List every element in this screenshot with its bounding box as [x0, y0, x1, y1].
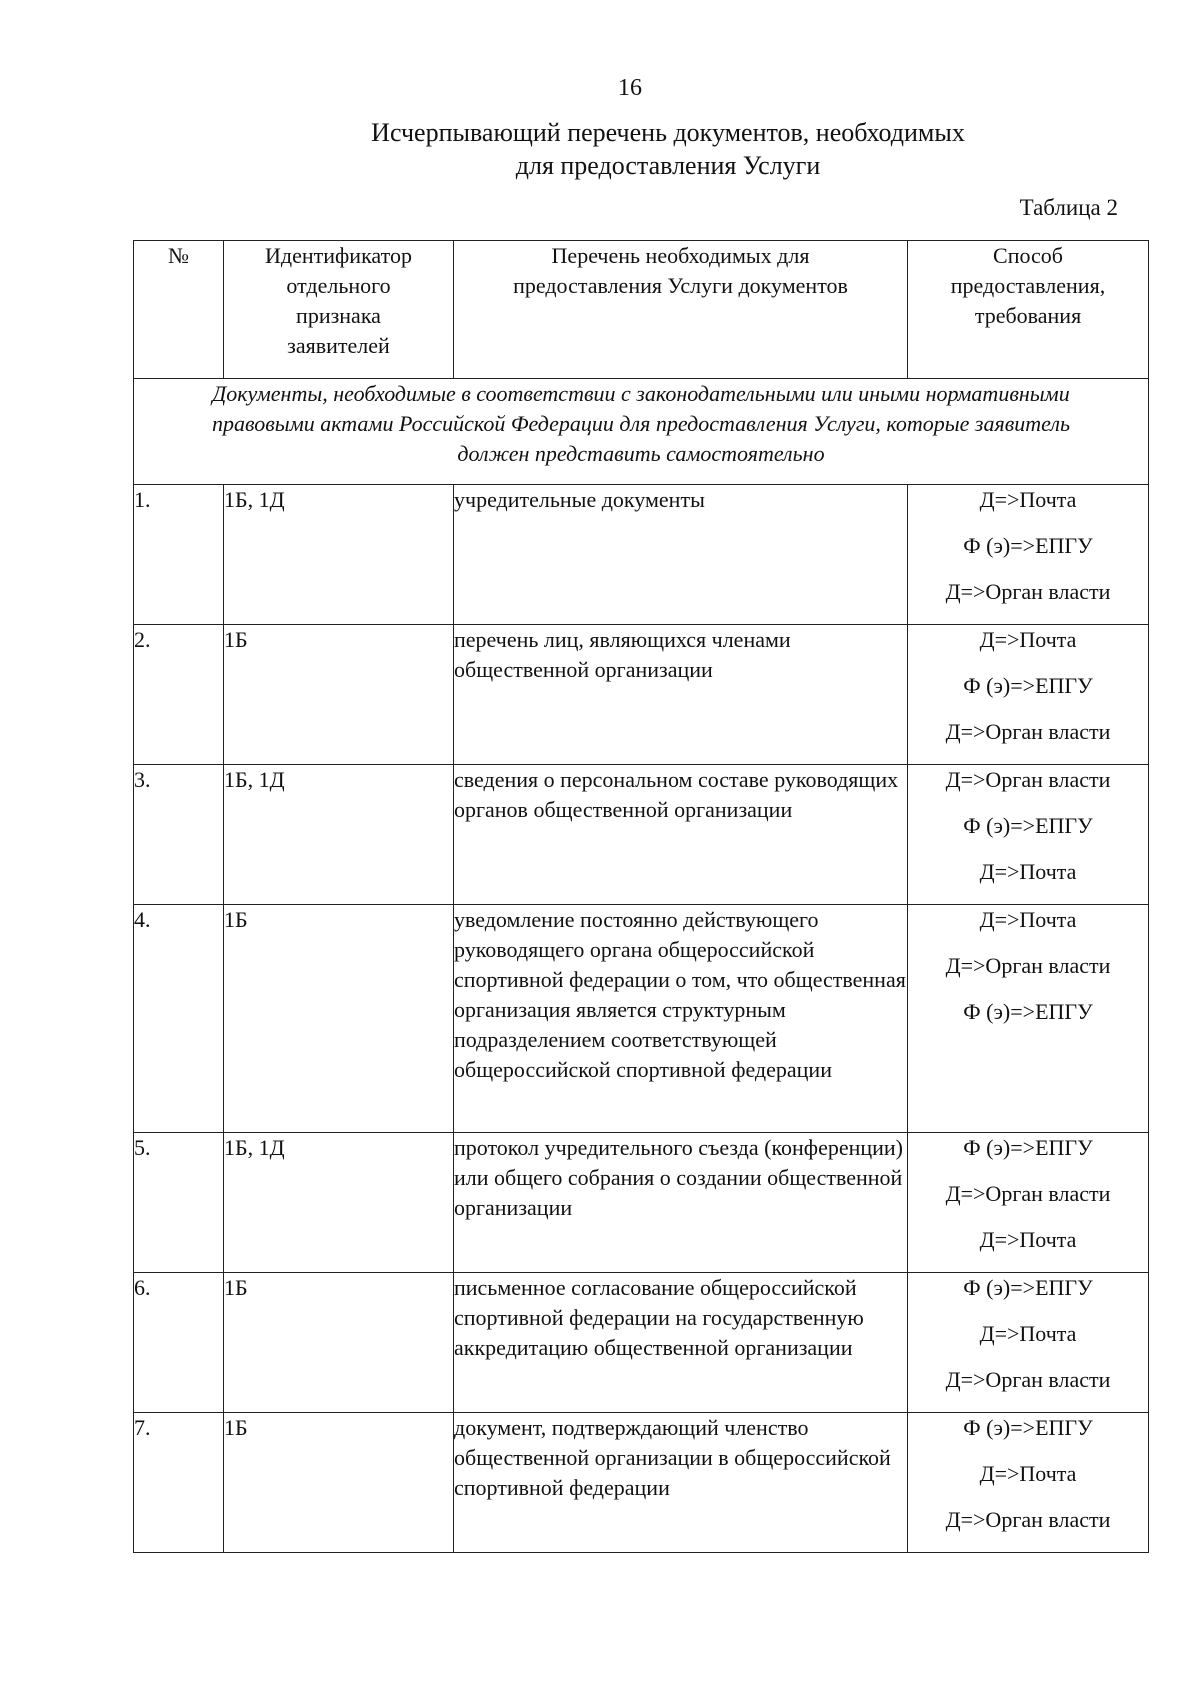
- document-title-line-1: Исчерпывающий перечень документов, необходимых: [371, 118, 965, 147]
- method-item: Ф (э)=>ЕПГУ: [963, 999, 1093, 1024]
- document-title: [0, 116, 1200, 182]
- table-row: [134, 765, 1149, 905]
- method-item: Ф (э)=>ЕПГУ: [963, 1135, 1093, 1160]
- method-item: Ф (э)=>ЕПГУ: [963, 1415, 1093, 1440]
- row-applicant-id: 1Б, 1Д: [224, 765, 454, 905]
- row-applicant-id: 1Б: [224, 905, 454, 1133]
- method-item: Д=>Почта: [979, 627, 1077, 652]
- row-methods: [908, 1273, 1149, 1413]
- row-number: 7.: [134, 1413, 224, 1553]
- section-title: Документы, необходимые в соответствии с законодательными или иными нормативными правовыми актами Российской Федерации для предоставления Услуги, которые заявитель должен представить самостоятельно: [134, 379, 1149, 485]
- table-caption: Таблица 2: [1019, 195, 1118, 220]
- row-number: 1.: [134, 485, 224, 625]
- table-row: [134, 1413, 1149, 1553]
- row-methods: [908, 625, 1149, 765]
- header-document-list: Перечень необходимых для предоставления Услуги документов: [454, 241, 908, 379]
- method-item: Ф (э)=>ЕПГУ: [963, 1275, 1093, 1300]
- table-row: [134, 1273, 1149, 1413]
- row-document: документ, подтверждающий членство общественной организации в общероссийской спортивной федерации: [454, 1413, 908, 1553]
- method-item: Д=>Орган власти: [945, 953, 1111, 978]
- table-row: [134, 625, 1149, 765]
- row-number: 3.: [134, 765, 224, 905]
- documents-table: [133, 240, 1149, 1553]
- method-item: Д=>Почта: [979, 1227, 1077, 1252]
- row-number: 2.: [134, 625, 224, 765]
- row-methods: [908, 1413, 1149, 1553]
- row-applicant-id: 1Б: [224, 1413, 454, 1553]
- row-number: 4.: [134, 905, 224, 1133]
- method-item: Д=>Орган власти: [945, 1181, 1111, 1206]
- row-applicant-id: 1Б, 1Д: [224, 1133, 454, 1273]
- header-submission-method: Способ предоставления, требования: [908, 241, 1149, 379]
- row-number: 6.: [134, 1273, 224, 1413]
- method-item: Д=>Почта: [979, 1461, 1077, 1486]
- row-document: протокол учредительного съезда (конференции) или общего собрания о создании общественной организации: [454, 1133, 908, 1273]
- row-applicant-id: 1Б: [224, 1273, 454, 1413]
- row-applicant-id: 1Б: [224, 625, 454, 765]
- table-header-row: [134, 241, 1149, 379]
- table-row: [134, 485, 1149, 625]
- header-applicant-id: Идентификатор отдельного признака заявителей: [224, 241, 454, 379]
- section-row: [134, 379, 1149, 485]
- method-item: Д=>Орган власти: [945, 579, 1111, 604]
- table-row: [134, 1133, 1149, 1273]
- row-number: 5.: [134, 1133, 224, 1273]
- method-item: Д=>Почта: [979, 487, 1077, 512]
- row-document: перечень лиц, являющихся членами общественной организации: [454, 625, 908, 765]
- method-item: Д=>Орган власти: [945, 767, 1111, 792]
- row-document: учредительные документы: [454, 485, 908, 625]
- row-methods: [908, 1133, 1149, 1273]
- method-item: Д=>Почта: [979, 859, 1077, 884]
- method-item: Ф (э)=>ЕПГУ: [963, 533, 1093, 558]
- method-item: Д=>Почта: [979, 907, 1077, 932]
- method-item: Д=>Почта: [979, 1321, 1077, 1346]
- row-document: уведомление постоянно действующего руководящего органа общероссийской спортивной федерации о том, что общественная организация является структурным подразделением соответствующей общероссийской спортивной федерации: [454, 905, 908, 1133]
- method-item: Д=>Орган власти: [945, 719, 1111, 744]
- row-document: письменное согласование общероссийской спортивной федерации на государственную аккредитацию общественной организации: [454, 1273, 908, 1413]
- row-methods: [908, 905, 1149, 1133]
- document-title-line-2: для предоставления Услуги: [515, 151, 821, 180]
- method-item: Д=>Орган власти: [945, 1367, 1111, 1392]
- method-item: Ф (э)=>ЕПГУ: [963, 813, 1093, 838]
- row-methods: [908, 485, 1149, 625]
- row-methods: [908, 765, 1149, 905]
- method-item: Д=>Орган власти: [945, 1507, 1111, 1532]
- row-document: сведения о персональном составе руководящих органов общественной организации: [454, 765, 908, 905]
- header-num: №: [134, 241, 224, 379]
- table-row: [134, 905, 1149, 1133]
- row-applicant-id: 1Б, 1Д: [224, 485, 454, 625]
- page-number: 16: [618, 75, 642, 101]
- method-item: Ф (э)=>ЕПГУ: [963, 673, 1093, 698]
